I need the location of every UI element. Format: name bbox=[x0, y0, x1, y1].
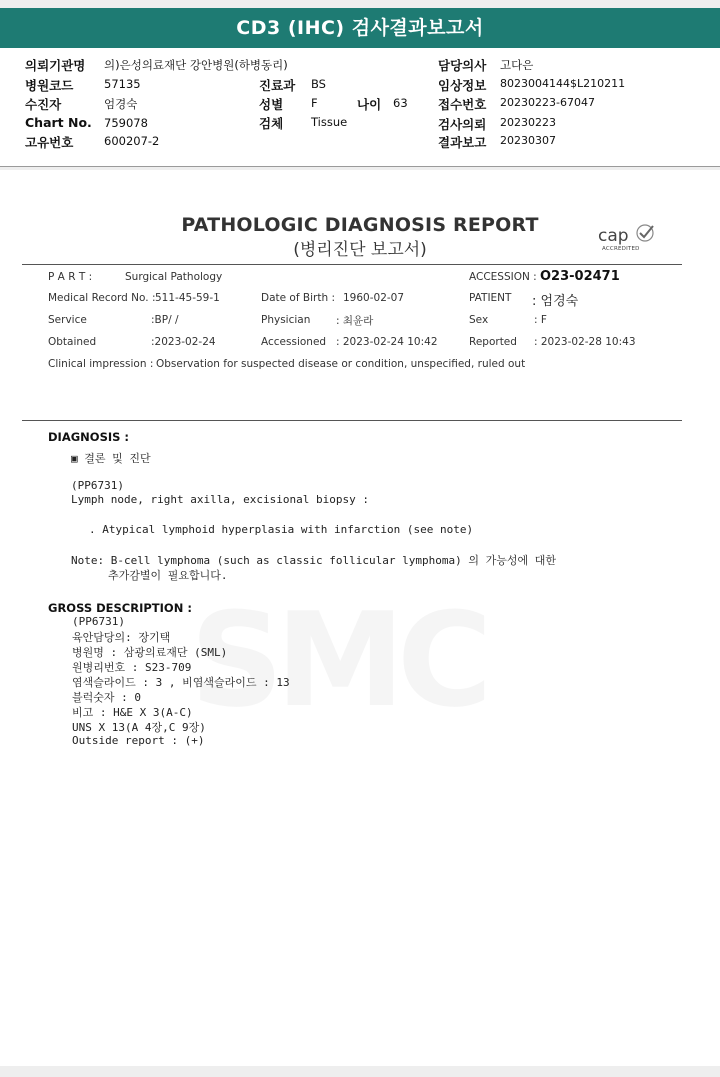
pathology-report-document bbox=[0, 170, 720, 1066]
header-label-report-date: 결과보고 bbox=[438, 135, 487, 150]
header-label-age: 나이 bbox=[357, 97, 382, 112]
dob-value: 1960-02-07 bbox=[343, 292, 405, 304]
diagnosis-note: Note: B-cell lymphoma (such as classic follicular lymphoma) 의 가능성에 대한 bbox=[71, 554, 556, 567]
diagnosis-note-continued: 추가감별이 필요합니다. bbox=[108, 569, 228, 582]
service-value: :BP/ / bbox=[151, 314, 179, 326]
cap-logo-subtext: ACCREDITED bbox=[602, 246, 640, 252]
header-value-dept: BS bbox=[311, 77, 326, 91]
gross-line: (PP6731) bbox=[72, 615, 125, 628]
header-label-request-date: 검사의뢰 bbox=[438, 117, 487, 132]
header-label-hospital-code: 병원코드 bbox=[25, 78, 74, 93]
header-value-hospital-code: 57135 bbox=[104, 77, 141, 91]
obtained-value: :2023-02-24 bbox=[151, 336, 216, 348]
patient-label: PATIENT bbox=[469, 292, 512, 304]
header-label-specimen: 검체 bbox=[259, 116, 284, 131]
sex-label: Sex bbox=[469, 314, 489, 326]
cap-accredited-logo bbox=[598, 226, 658, 256]
diagnosis-line: ▣ 결론 및 진단 bbox=[71, 452, 151, 465]
header-value-report-date: 20230307 bbox=[500, 134, 556, 147]
diagnosis-line: (PP6731) bbox=[71, 479, 124, 492]
diagnosis-line: . Atypical lymphoid hyperplasia with infarction (see note) bbox=[89, 523, 474, 536]
header-value-age: 63 bbox=[393, 96, 408, 110]
accessioned-label: Accessioned bbox=[261, 336, 327, 348]
patient-header bbox=[0, 48, 720, 167]
part-label: P A R T : bbox=[48, 271, 93, 283]
physician-label: Physician bbox=[261, 314, 311, 326]
header-value-sex: F bbox=[311, 96, 318, 110]
cap-logo-text: cap bbox=[598, 226, 629, 246]
header-value-clinical-info: 8023004144$L210211 bbox=[500, 77, 626, 90]
header-label-institution: 의뢰기관명 bbox=[25, 58, 86, 73]
diagnosis-line: Lymph node, right axilla, excisional biopsy : bbox=[71, 493, 370, 506]
obtained-label: Obtained bbox=[48, 336, 97, 348]
sex-value: : F bbox=[534, 314, 547, 326]
accession-label: ACCESSION : bbox=[469, 271, 537, 283]
diagnosis-heading: DIAGNOSIS : bbox=[48, 430, 130, 444]
report-title-bar: CD3 (IHC) 검사결과보고서 bbox=[0, 8, 720, 48]
header-value-patient: 엄경숙 bbox=[104, 97, 138, 111]
gross-line: 육안담당의: 장기택 bbox=[72, 631, 171, 644]
header-value-institution: 의)은성의료재단 강안병원(하병동리) bbox=[104, 58, 288, 72]
header-label-dept: 진료과 bbox=[259, 78, 296, 93]
clinical-impression-value: Observation for suspected disease or condition, unspecified, ruled out bbox=[156, 358, 526, 370]
patient-value: : 엄경숙 bbox=[532, 294, 579, 309]
header-label-doctor: 담당의사 bbox=[438, 58, 487, 73]
header-value-receipt-no: 20230223-67047 bbox=[500, 96, 595, 109]
service-label: Service bbox=[48, 314, 87, 326]
header-label-receipt-no: 접수번호 bbox=[438, 97, 487, 112]
header-value-unique-no: 600207-2 bbox=[104, 134, 160, 148]
header-value-specimen: Tissue bbox=[311, 115, 348, 129]
faint-watermark bbox=[190, 590, 550, 730]
gross-line: 병원명 : 삼광의료재단 (SML) bbox=[72, 646, 228, 659]
bottom-divider bbox=[22, 420, 682, 421]
top-divider bbox=[22, 264, 682, 265]
header-label-patient: 수진자 bbox=[25, 97, 62, 112]
header-value-doctor: 고다은 bbox=[500, 58, 534, 72]
mrn-value: 511-45-59-1 bbox=[155, 292, 220, 304]
gross-line: Outside report : (+) bbox=[72, 734, 205, 747]
clinical-impression-label: Clinical impression : bbox=[48, 358, 154, 370]
gross-line: 블럭숫자 : 0 bbox=[72, 691, 141, 704]
header-label-chart-no: Chart No. bbox=[25, 115, 92, 130]
gross-description-heading: GROSS DESCRIPTION : bbox=[48, 601, 192, 615]
reported-value: : 2023-02-28 10:43 bbox=[534, 336, 636, 348]
gross-line: 염색슬라이드 : 3 , 비염색슬라이드 : 13 bbox=[72, 676, 290, 689]
checkmark-icon bbox=[634, 222, 656, 244]
accession-value: O23-02471 bbox=[540, 269, 620, 284]
header-label-clinical-info: 임상정보 bbox=[438, 78, 487, 93]
reported-label: Reported bbox=[469, 336, 517, 348]
mrn-label: Medical Record No. : bbox=[48, 292, 156, 304]
gross-line: 비고 : H&E X 3(A-C) bbox=[72, 706, 193, 719]
gross-line: 원병리번호 : S23-709 bbox=[72, 661, 192, 674]
report-subtitle: (병리진단 보고서) bbox=[293, 240, 427, 260]
gross-line: UNS X 13(A 4장,C 9장) bbox=[72, 721, 206, 734]
dob-label: Date of Birth : bbox=[261, 292, 335, 304]
report-title: PATHOLOGIC DIAGNOSIS REPORT bbox=[181, 214, 539, 236]
physician-value: : 최윤라 bbox=[336, 315, 374, 327]
accessioned-value: : 2023-02-24 10:42 bbox=[336, 336, 438, 348]
header-label-unique-no: 고유번호 bbox=[25, 135, 74, 150]
header-value-chart-no: 759078 bbox=[104, 116, 148, 130]
header-value-request-date: 20230223 bbox=[500, 116, 556, 129]
header-label-sex: 성별 bbox=[259, 97, 284, 112]
part-value: Surgical Pathology bbox=[125, 271, 223, 283]
